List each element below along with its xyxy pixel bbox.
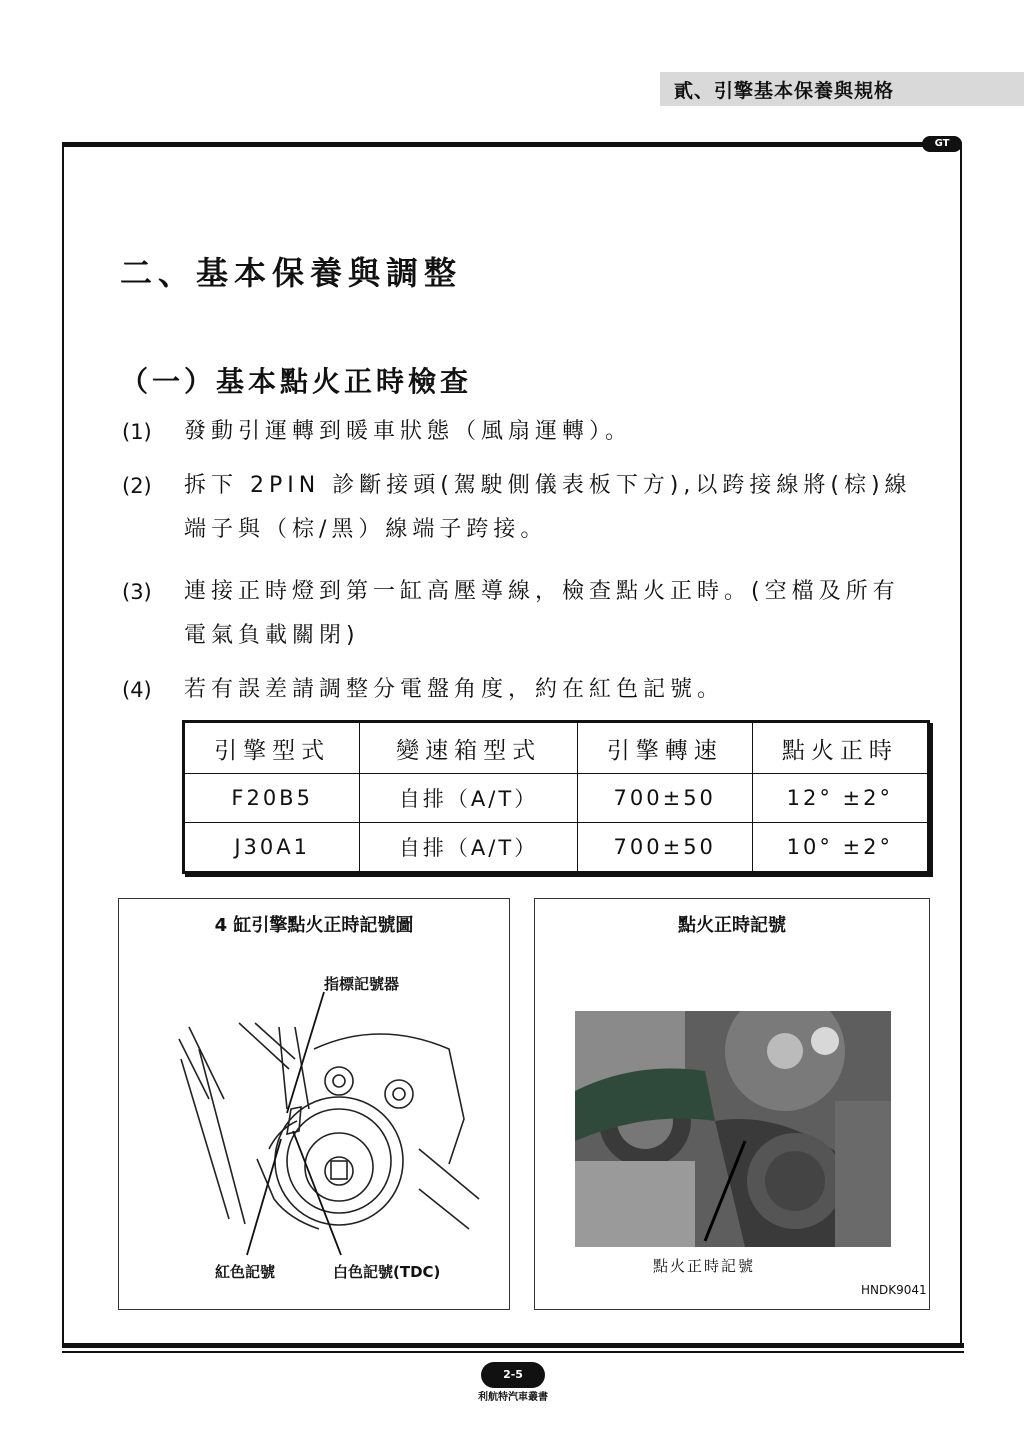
section-header-text: 貳、引擎基本保養與規格 [674, 79, 895, 102]
publisher-brand: 利航特汽車叢書 [478, 1392, 548, 1403]
step-text: 若有誤差請調整分電盤角度，約在紅色記號。 [184, 677, 725, 702]
engine-photo [575, 1011, 891, 1247]
table-cell: 700±50 [577, 774, 752, 823]
table-cell: 12° ±2° [752, 774, 928, 823]
section-subtitle: （一）基本點火正時檢查 [120, 365, 473, 398]
table-row [184, 774, 929, 823]
ignition-spec-table [182, 720, 930, 874]
column-header: 點火正時 [752, 722, 928, 774]
bottom-rule-thin [62, 1351, 964, 1353]
publisher-logo: GT [922, 136, 962, 152]
page-title: 二、基本保養與調整 [120, 254, 463, 292]
step-number: (4) [122, 678, 152, 702]
column-header: 引擎型式 [184, 722, 360, 774]
table-header-row [184, 722, 929, 774]
column-header: 引擎轉速 [577, 722, 752, 774]
column-header: 變速箱型式 [360, 722, 577, 774]
engine-photo-illustration [575, 1011, 891, 1247]
figure-code: HNDK9041 [861, 1283, 927, 1297]
pointer-label: 指標記號器 [324, 975, 400, 993]
table-row [184, 823, 929, 873]
step-number: (3) [122, 580, 152, 604]
diagram-title: 4 缸引擎點火正時記號圖 [214, 915, 414, 936]
step-number: (1) [122, 420, 152, 444]
engine-pulley-drawing [119, 899, 509, 1309]
table-cell: F20B5 [184, 774, 360, 823]
timing-mark-photo-figure [534, 898, 930, 1310]
table-cell: 自排（A/T） [360, 823, 577, 873]
bottom-rule [62, 1343, 964, 1348]
photo-title: 點火正時記號 [678, 915, 786, 936]
table-cell: 10° ±2° [752, 823, 928, 873]
table-cell: 700±50 [577, 823, 752, 873]
white-mark-label: 白色記號(TDC) [333, 1263, 441, 1281]
step-text: 拆下 2PIN 診斷接頭(駕駛側儀表板下方),以跨接線將(棕)線端子與（棕/黑）線端子跨接。 [184, 473, 912, 542]
step-text: 發動引運轉到暖車狀態（風扇運轉）。 [184, 419, 633, 444]
red-mark-label: 紅色記號 [215, 1263, 276, 1281]
table-cell: J30A1 [184, 823, 360, 873]
page-number-badge: 2-5 [481, 1362, 545, 1388]
timing-mark-diagram [118, 898, 510, 1310]
section-header [660, 72, 1024, 106]
table-cell: 自排（A/T） [360, 774, 577, 823]
step-number: (2) [122, 474, 152, 498]
photo-caption: 點火正時記號 [653, 1257, 756, 1275]
step-text: 連接正時燈到第一缸高壓導線，檢查點火正時。(空檔及所有電氣負載關閉) [184, 579, 900, 648]
